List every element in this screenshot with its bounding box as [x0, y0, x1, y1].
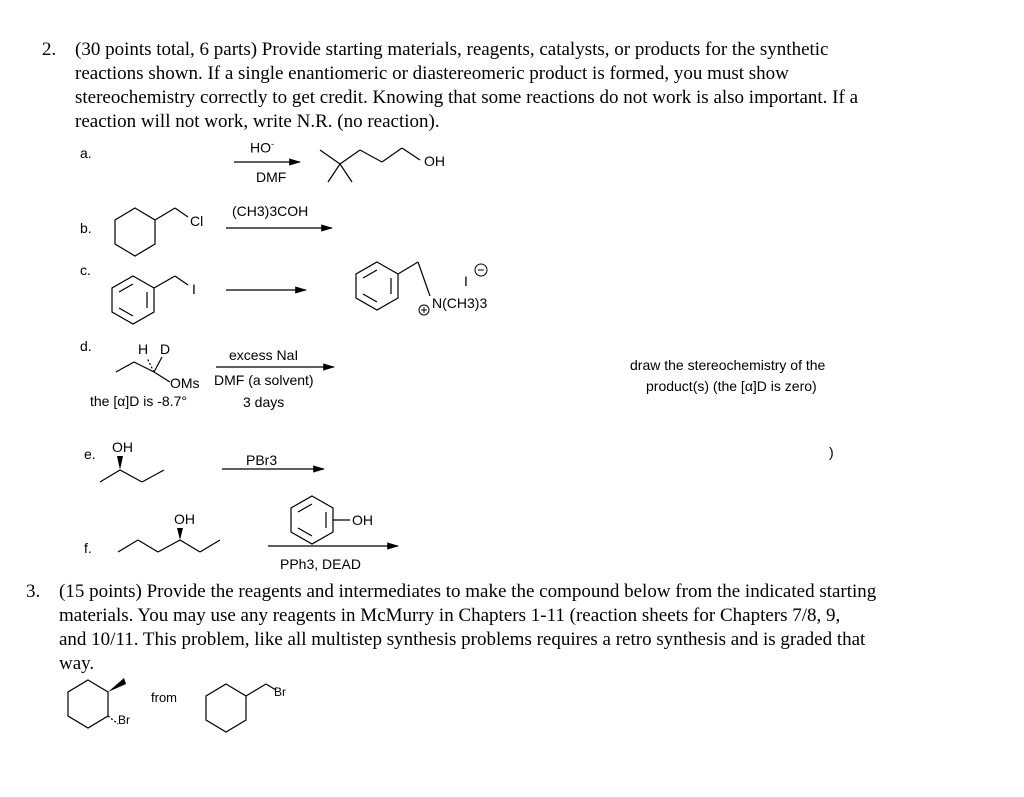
part-a-product-oh: OH	[424, 153, 445, 169]
part-e-structure	[100, 470, 164, 482]
question-3-text	[59, 580, 876, 676]
part-b-cyclohexane	[115, 208, 188, 256]
part-d-note-line2: product(s) (the [α]D is zero)	[646, 378, 817, 394]
question-3-number: 3.	[26, 581, 41, 602]
q3-target-wedge	[108, 678, 126, 692]
part-d-reagent-1: excess NaI	[229, 347, 299, 363]
part-f-phenol-ring	[291, 496, 350, 544]
part-d-deuterium: D	[160, 341, 171, 357]
part-e-wedge	[117, 456, 123, 470]
part-e-oh: OH	[112, 439, 133, 455]
question-2-line: reactions shown. If a single enantiomeric or diastereomeric product is formed, you must show	[75, 63, 789, 84]
part-f-oh: OH	[174, 511, 195, 527]
question-3-line: (15 points) Provide the reagents and intermediates to make the compound below from the indicated starting	[59, 581, 877, 602]
q3-target-br: Br	[118, 713, 130, 727]
part-f-label: f.	[84, 540, 92, 556]
part-d-hydrogen: H	[138, 341, 149, 357]
part-f-wedge	[177, 528, 183, 540]
q3-target-structure	[68, 680, 118, 728]
part-a-reagent-top: HO-	[250, 139, 274, 156]
part-d-structure	[116, 357, 170, 382]
part-c-label: c.	[80, 262, 91, 278]
question-3-line: and 10/11. This problem, like all multistep synthesis problems requires a retro synthesis and is graded that	[59, 629, 866, 650]
part-a-reagent-bottom: DMF	[256, 169, 287, 185]
part-c-product-iodide: I	[464, 273, 468, 289]
part-b-cl: Cl	[190, 213, 204, 229]
part-c-iodine: I	[192, 281, 196, 297]
part-b-reagent: (CH3)3COH	[232, 203, 309, 219]
part-e-reagent: PBr3	[246, 452, 278, 468]
part-b-label: b.	[80, 220, 92, 236]
part-d-ome: OMs	[170, 375, 200, 391]
part-e-label: e.	[84, 446, 96, 462]
question-2-number: 2.	[42, 39, 57, 60]
question-2-line: stereochemistry correctly to get credit. Knowing that some reactions do not work is also important. If a	[75, 87, 859, 108]
part-f-phenol-oh: OH	[352, 512, 373, 528]
question-2-line: (30 points total, 6 parts) Provide starting materials, reagents, catalysts, or products for the synthetic	[75, 39, 829, 60]
part-f-structure	[118, 540, 220, 552]
part-f-reagent-bottom: PPh3, DEAD	[280, 556, 361, 572]
part-c-product-benzene	[356, 262, 430, 310]
part-d-reagent-2: DMF (a solvent)	[214, 372, 314, 388]
question-2-line: reaction will not work, write N.R. (no reaction).	[75, 111, 440, 132]
q3-start-br: Br	[274, 685, 286, 699]
part-d-note-line1: draw the stereochemistry of the	[630, 357, 826, 373]
q3-from-label: from	[151, 690, 177, 705]
part-e-stray-paren: )	[829, 444, 834, 460]
part-d-rotation: the [α]D is -8.7°	[90, 393, 187, 409]
part-a-product-structure	[320, 148, 420, 182]
part-d-reagent-3: 3 days	[243, 394, 285, 410]
part-c-product-ammonium: N(CH3)3	[432, 295, 488, 311]
q3-start-structure	[206, 684, 276, 732]
part-c-benzene	[112, 276, 188, 324]
part-d-label: d.	[80, 338, 92, 354]
question-3-line: way.	[59, 653, 95, 674]
question-3-line: materials. You may use any reagents in McMurry in Chapters 1-11 (reaction sheets for Chapters 7/8, 9,	[59, 605, 841, 626]
part-a-label: a.	[80, 145, 92, 161]
